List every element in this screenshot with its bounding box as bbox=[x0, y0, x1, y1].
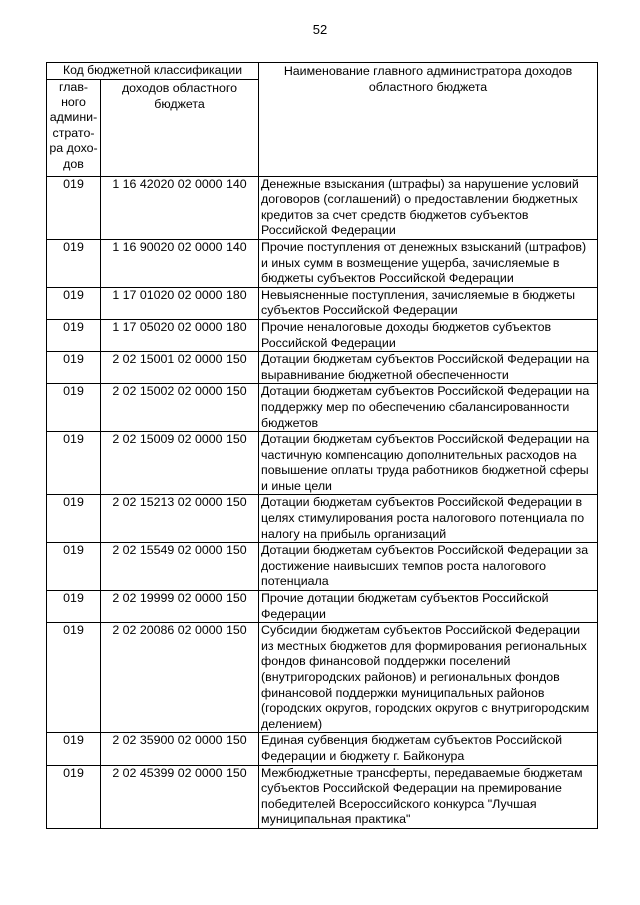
administrator-name-header: Наименование главного администратора доходов областного бюджета bbox=[259, 63, 598, 177]
table-row bbox=[47, 733, 598, 765]
table-row bbox=[47, 319, 598, 351]
revenue-name-cell: Межбюджетные трансферты, передаваемые бюджетам субъектов Российской Федерации на премирование победителей Всероссийского конкурса "Лучшая муниципальная практика" bbox=[259, 765, 598, 828]
administrator-code-cell: 019 bbox=[47, 287, 101, 319]
administrator-code-cell: 019 bbox=[47, 765, 101, 828]
chief-administrator-header: глав- ного админи- страто- ра дохо- дов bbox=[47, 79, 101, 176]
administrator-code-cell: 019 bbox=[47, 733, 101, 765]
budget-code-group-header: Код бюджетной классификации bbox=[47, 63, 259, 80]
revenue-name-cell: Дотации бюджетам субъектов Российской Федерации за достижение наивысших темпов роста налогового потенциала bbox=[259, 543, 598, 591]
revenue-code-header: доходов областного бюджета bbox=[101, 79, 259, 176]
budget-classification-table bbox=[46, 62, 598, 829]
revenue-name-cell: Прочие поступления от денежных взысканий (штрафов) и иных сумм в возмещение ущерба, зачисляемые в бюджеты субъектов Российской Федерации bbox=[259, 239, 598, 287]
revenue-name-cell: Прочие дотации бюджетам субъектов Российской Федерации bbox=[259, 591, 598, 623]
administrator-code-cell: 019 bbox=[47, 543, 101, 591]
revenue-code-cell: 1 17 01020 02 0000 180 bbox=[101, 287, 259, 319]
table-row bbox=[47, 591, 598, 623]
table-header bbox=[47, 63, 598, 177]
revenue-code-cell: 2 02 45399 02 0000 150 bbox=[101, 765, 259, 828]
administrator-code-cell: 019 bbox=[47, 384, 101, 432]
table-body bbox=[47, 176, 598, 828]
revenue-code-cell: 2 02 15001 02 0000 150 bbox=[101, 352, 259, 384]
page-number: 52 bbox=[312, 22, 328, 37]
table-row bbox=[47, 495, 598, 543]
revenue-code-cell: 1 17 05020 02 0000 180 bbox=[101, 319, 259, 351]
administrator-code-cell: 019 bbox=[47, 352, 101, 384]
revenue-code-cell: 1 16 90020 02 0000 140 bbox=[101, 239, 259, 287]
revenue-name-cell: Невыясненные поступления, зачисляемые в бюджеты субъектов Российской Федерации bbox=[259, 287, 598, 319]
revenue-code-cell: 2 02 15549 02 0000 150 bbox=[101, 543, 259, 591]
revenue-name-cell: Дотации бюджетам субъектов Российской Федерации в целях стимулирования роста налогового потенциала по налогу на прибыль организаций bbox=[259, 495, 598, 543]
table-row bbox=[47, 352, 598, 384]
table-row bbox=[47, 765, 598, 828]
administrator-code-cell: 019 bbox=[47, 591, 101, 623]
table-row bbox=[47, 239, 598, 287]
revenue-code-cell: 2 02 20086 02 0000 150 bbox=[101, 623, 259, 733]
revenue-name-cell: Прочие неналоговые доходы бюджетов субъектов Российской Федерации bbox=[259, 319, 598, 351]
revenue-code-cell: 2 02 19999 02 0000 150 bbox=[101, 591, 259, 623]
table-row bbox=[47, 432, 598, 495]
revenue-code-cell: 2 02 15002 02 0000 150 bbox=[101, 384, 259, 432]
table-row bbox=[47, 623, 598, 733]
table-row bbox=[47, 287, 598, 319]
revenue-code-cell: 2 02 15213 02 0000 150 bbox=[101, 495, 259, 543]
revenue-name-cell: Дотации бюджетам субъектов Российской Федерации на выравнивание бюджетной обеспеченности bbox=[259, 352, 598, 384]
revenue-name-cell: Денежные взыскания (штрафы) за нарушение условий договоров (соглашений) о предоставлении бюджетных кредитов за счет средств бюджетов субъектов Российской Федерации bbox=[259, 176, 598, 239]
table-row bbox=[47, 543, 598, 591]
administrator-code-cell: 019 bbox=[47, 176, 101, 239]
administrator-code-cell: 019 bbox=[47, 623, 101, 733]
administrator-code-cell: 019 bbox=[47, 432, 101, 495]
revenue-code-cell: 2 02 35900 02 0000 150 bbox=[101, 733, 259, 765]
administrator-code-cell: 019 bbox=[47, 495, 101, 543]
revenue-code-cell: 1 16 42020 02 0000 140 bbox=[101, 176, 259, 239]
administrator-code-cell: 019 bbox=[47, 239, 101, 287]
administrator-code-cell: 019 bbox=[47, 319, 101, 351]
revenue-code-cell: 2 02 15009 02 0000 150 bbox=[101, 432, 259, 495]
table-row bbox=[47, 384, 598, 432]
revenue-name-cell: Дотации бюджетам субъектов Российской Федерации на частичную компенсацию дополнительных расходов на повышение оплаты труда работников бюджетной сферы и иные цели bbox=[259, 432, 598, 495]
table-row bbox=[47, 176, 598, 239]
revenue-name-cell: Субсидии бюджетам субъектов Российской Федерации из местных бюджетов для формирования региональных фондов финансовой поддержки поселений (внутригородских районов) и региональных фондов финансовой поддержки муниципальных районов (городских округов, городских округов с внутригородским делением) bbox=[259, 623, 598, 733]
revenue-name-cell: Дотации бюджетам субъектов Российской Федерации на поддержку мер по обеспечению сбалансированности бюджетов bbox=[259, 384, 598, 432]
revenue-name-cell: Единая субвенция бюджетам субъектов Российской Федерации и бюджету г. Байконура bbox=[259, 733, 598, 765]
